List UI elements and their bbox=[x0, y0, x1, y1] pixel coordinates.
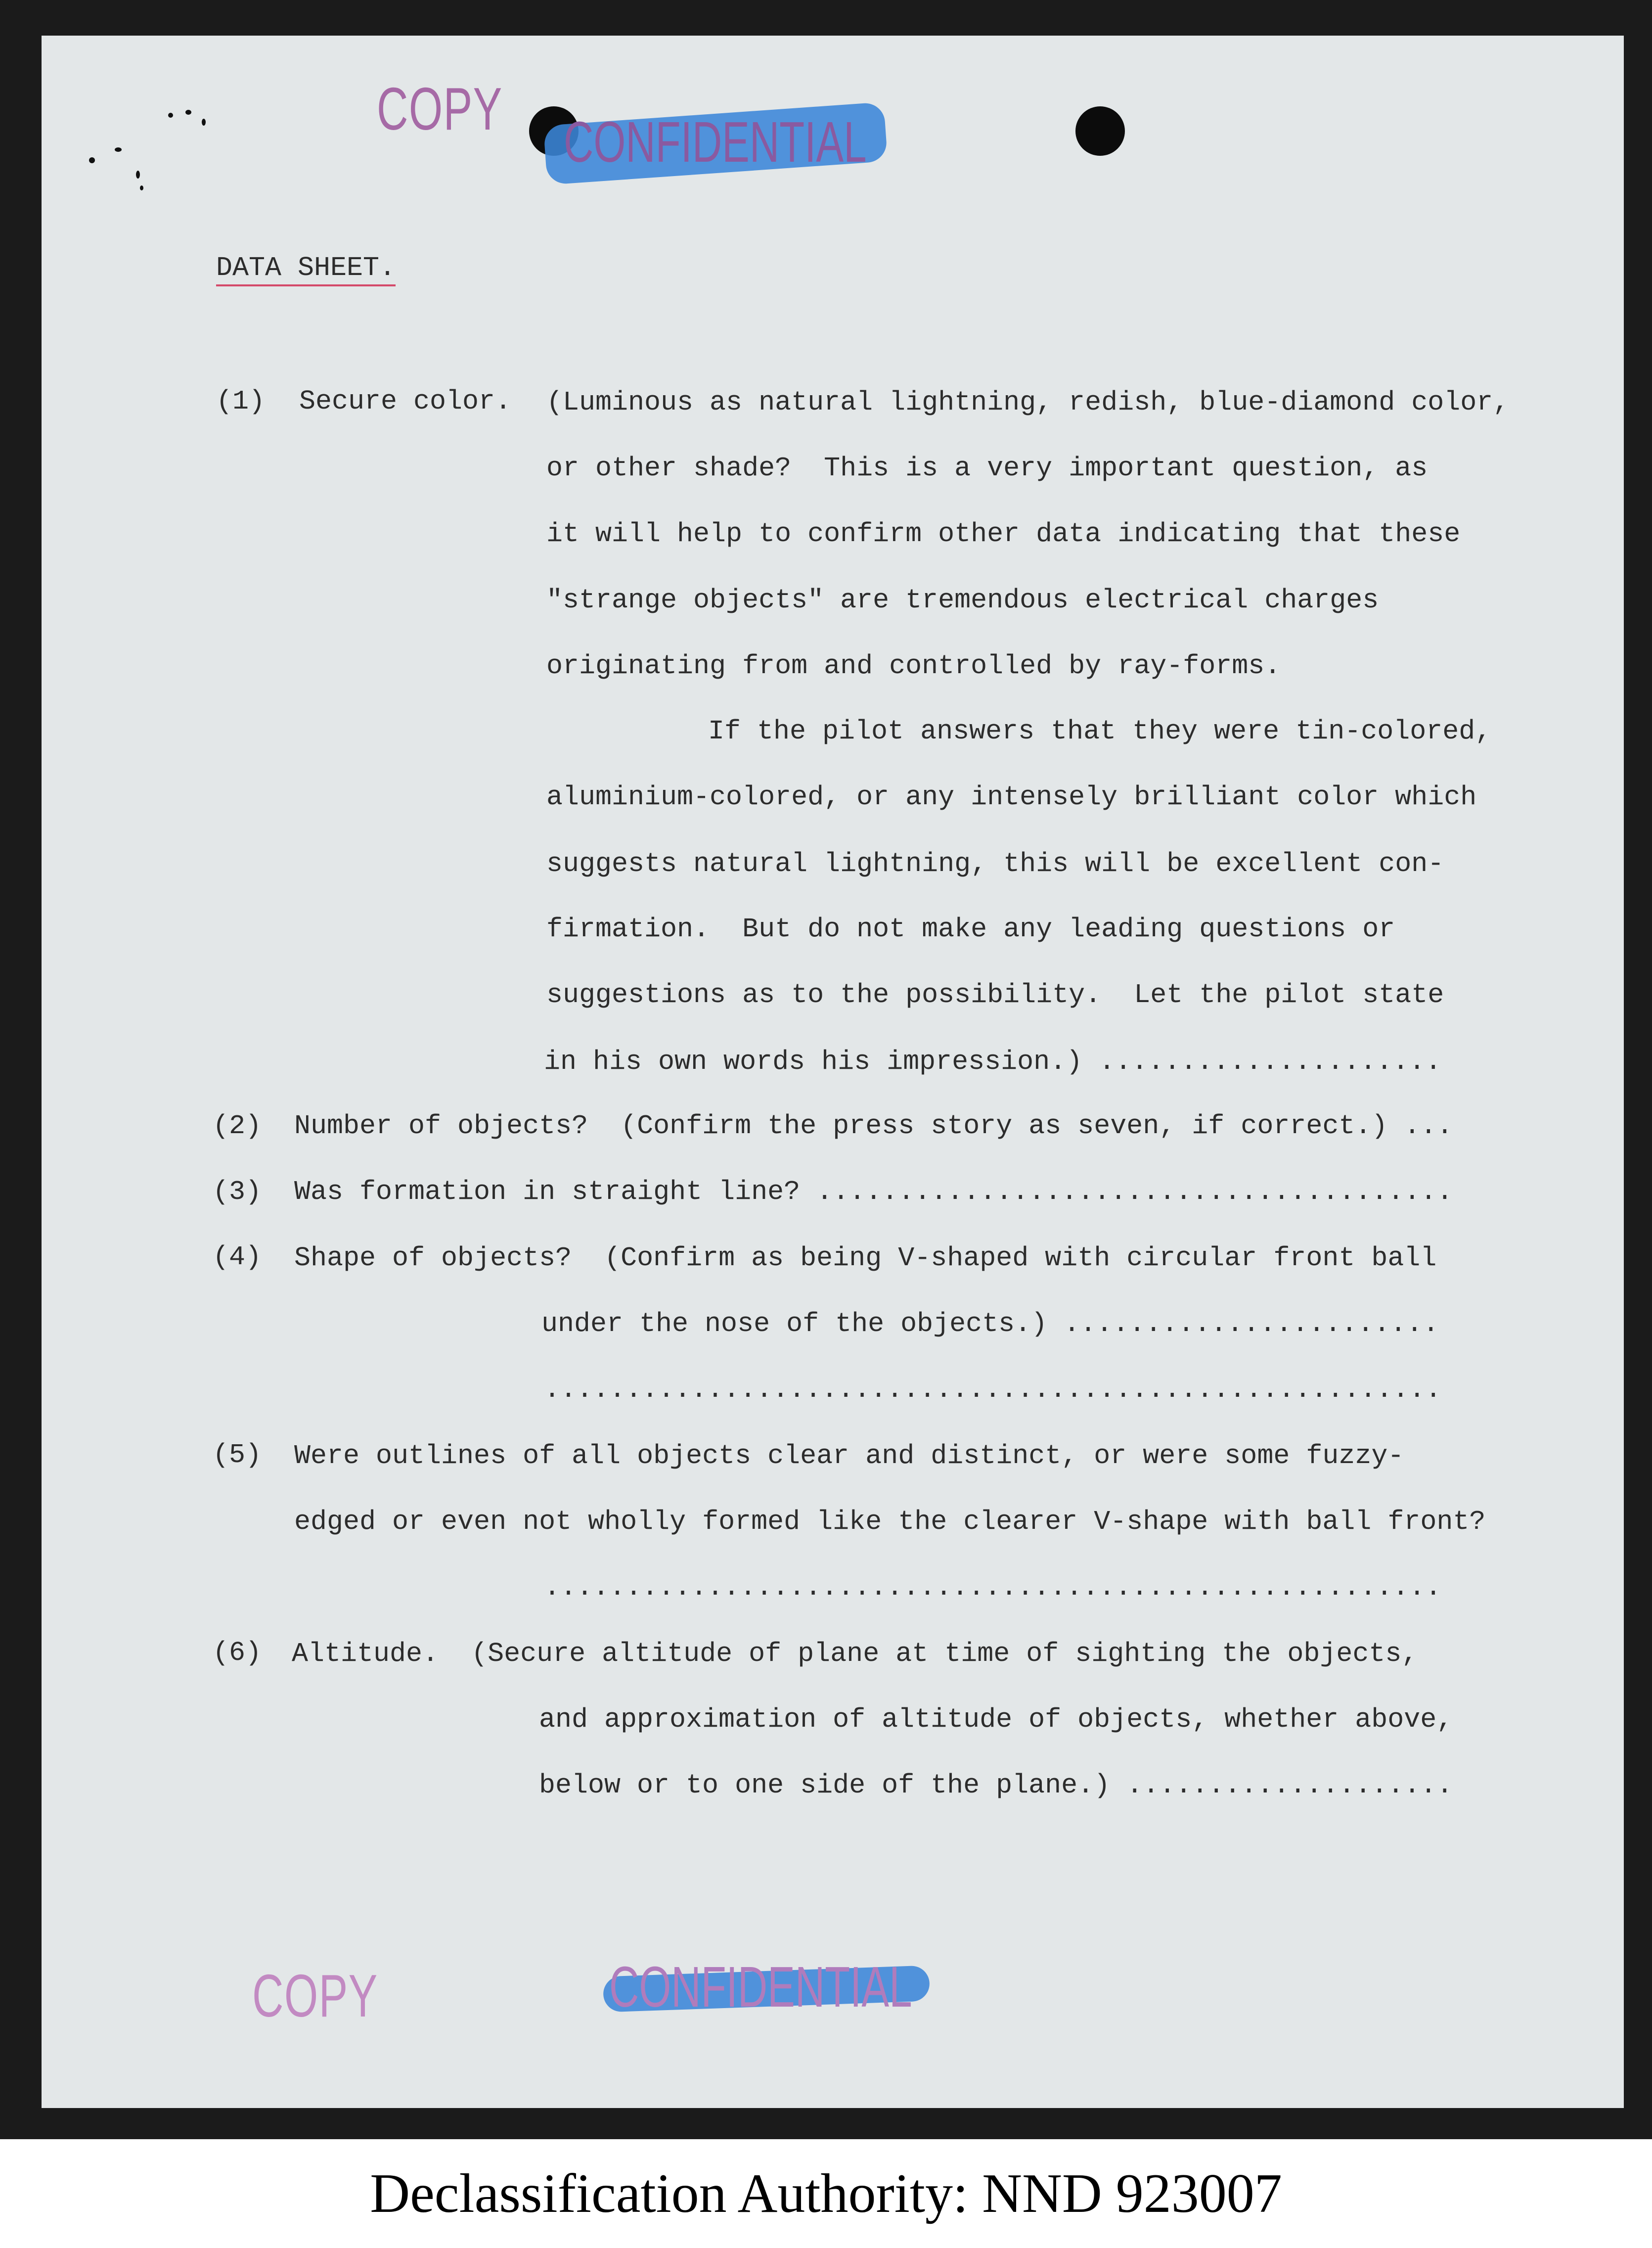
copy-stamp-bottom: COPY bbox=[252, 1962, 378, 2029]
text-line: suggestions as to the possibility. Let the pilot state bbox=[546, 979, 1444, 1010]
copy-stamp-top: COPY bbox=[377, 75, 503, 142]
item-number: (1) bbox=[216, 386, 266, 417]
item-number: (5) bbox=[213, 1439, 262, 1470]
text-line: suggests natural lightning, this will be excellent con- bbox=[546, 848, 1444, 879]
text-line: in his own words his impression.) ..................... bbox=[544, 1046, 1442, 1077]
confidential-stamp-bottom: CONFIDENTIAL bbox=[609, 1955, 912, 2019]
text-line: Number of objects? (Confirm the press story as seven, if correct.) ... bbox=[294, 1110, 1453, 1142]
speck bbox=[185, 110, 191, 115]
dotted-answer-line: ....................................................... bbox=[544, 1572, 1442, 1603]
speck bbox=[136, 171, 140, 179]
text-line: (Luminous as natural lightning, redish, blue-diamond color, bbox=[546, 387, 1510, 418]
speck bbox=[140, 185, 143, 190]
speck bbox=[115, 147, 122, 152]
speck bbox=[89, 157, 95, 163]
text-line: under the nose of the objects.) ....................... bbox=[541, 1308, 1439, 1339]
declassification-footer: Declassification Authority: NND 923007 bbox=[370, 2162, 1282, 2224]
speck bbox=[202, 119, 206, 126]
speck bbox=[168, 113, 173, 118]
item-label: Secure color. bbox=[299, 386, 512, 417]
text-line: Were outlines of all objects clear and distinct, or were some fuzzy- bbox=[294, 1440, 1404, 1471]
confidential-stamp-top: CONFIDENTIAL bbox=[564, 110, 867, 174]
document-heading: DATA SHEET. bbox=[216, 252, 396, 286]
text-line: below or to one side of the plane.) .................... bbox=[539, 1770, 1453, 1801]
dotted-answer-line: ....................................................... bbox=[544, 1374, 1442, 1405]
text-line: "strange objects" are tremendous electrical charges bbox=[546, 585, 1379, 616]
text-line: Altitude. (Secure altitude of plane at time of sighting the objects, bbox=[292, 1638, 1418, 1669]
text-line: Was formation in straight line? ....................................... bbox=[294, 1176, 1453, 1207]
text-line: and approximation of altitude of objects, whether above, bbox=[539, 1704, 1453, 1735]
item-number: (4) bbox=[213, 1241, 262, 1273]
item-number: (2) bbox=[213, 1110, 262, 1142]
item-number: (3) bbox=[213, 1176, 262, 1207]
text-line: or other shade? This is a very important question, as bbox=[546, 453, 1428, 484]
text-line: originating from and controlled by ray-forms. bbox=[546, 650, 1281, 682]
text-line: aluminium-colored, or any intensely brilliant color which bbox=[546, 781, 1477, 813]
text-line: If the pilot answers that they were tin-colored, bbox=[708, 716, 1492, 747]
text-line: Shape of objects? (Confirm as being V-shaped with circular front ball bbox=[294, 1242, 1437, 1274]
punch-hole-right bbox=[1075, 106, 1125, 156]
text-line: firmation. But do not make any leading questions or bbox=[546, 914, 1395, 945]
item-number: (6) bbox=[213, 1637, 262, 1668]
text-line: edged or even not wholly formed like the clearer V-shape with ball front? bbox=[294, 1506, 1486, 1537]
text-line: it will help to confirm other data indicating that these bbox=[546, 518, 1461, 550]
